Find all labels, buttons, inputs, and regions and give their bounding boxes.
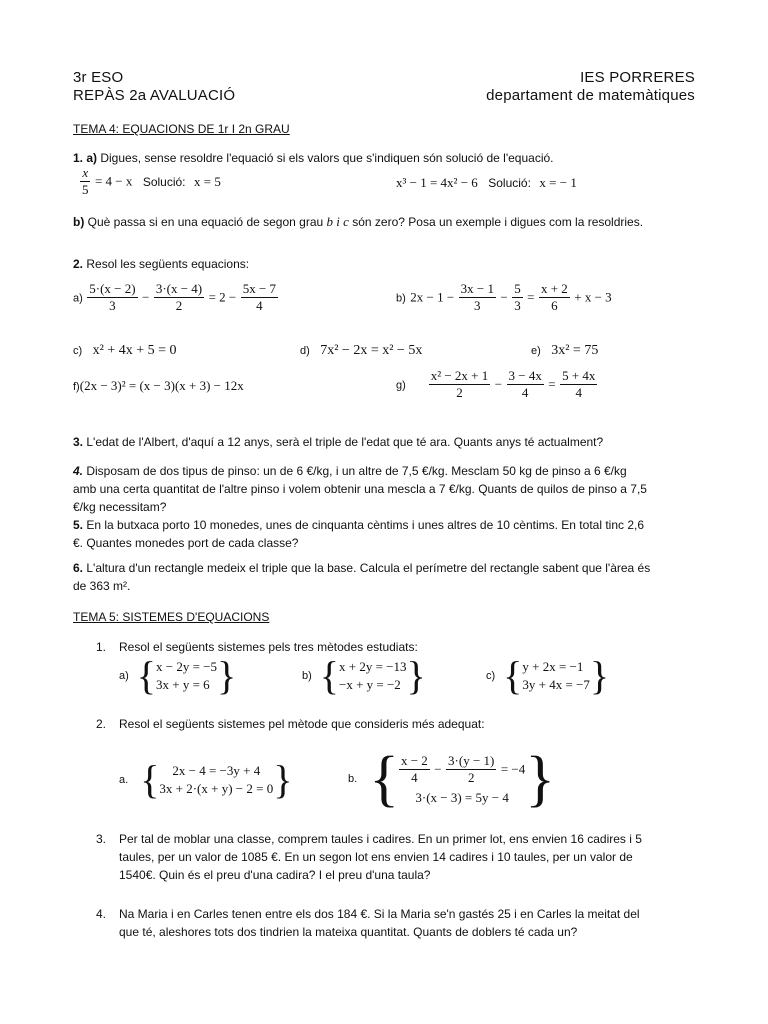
system-line: x − 2y = −5 (155, 659, 217, 674)
course-label: 3r ESO (73, 69, 124, 86)
system-line: y + 2x = −1 (522, 659, 584, 674)
problem-1-number: 1. (96, 640, 107, 654)
question-number: b) (73, 215, 85, 229)
problem-2-number: 2. (96, 717, 107, 731)
system-line: −x + y = −2 (338, 677, 401, 692)
question-4 (73, 462, 647, 516)
equation-1a-left (80, 165, 221, 198)
item-label: d) (300, 345, 310, 357)
item-label: b. (348, 773, 358, 785)
question-text: En la butxaca porto 10 monedes, unes de cinquanta cèntims i unes altres de 10 cèntims. En total tinc 2,6 (83, 518, 645, 532)
system-line: 3x + 2·(x + y) − 2 = 0 (159, 781, 274, 796)
question-text: L'edat de l'Albert, d'aquí a 12 anys, serà el triple de l'edat que té ara. Quants anys té actualment? (83, 435, 604, 449)
problem-2-text: Resol el següents sistemes pel mètode que consideris més adequat: (119, 717, 485, 731)
right-brace: } (406, 653, 426, 698)
left-brace: { (503, 653, 523, 698)
section-title-tema4: TEMA 4: EQUACIONS DE 1r I 2n GRAU (73, 122, 290, 136)
system-line: 3y + 4x = −7 (522, 677, 590, 692)
question-3 (73, 433, 603, 451)
question-text: €. Quantes monedes port de cada classe? (73, 536, 299, 550)
question-number: 1. a) (73, 151, 98, 165)
problem-text: Per tal de moblar una classe, comprem taules i cadires. En un primer lot, ens envien 16 cadires i 5 (119, 832, 642, 846)
right-brace: } (273, 757, 293, 802)
system-1a (119, 653, 237, 698)
question-number: 6. (73, 561, 84, 575)
question-number: 2. (73, 257, 84, 271)
item-label: c) (486, 670, 496, 682)
equation-2a: a) $\frac{5\cdot(x - 2)}{3}$ − $\frac{3\cdot(x - 4)}{2}$ = 2 − $\frac{5x - 7}{4}$ (73, 281, 277, 313)
left-brace: { (136, 653, 156, 698)
equation-text: x² + 4x + 5 = 0 (92, 343, 177, 358)
question-number: 4. (73, 464, 84, 478)
equation-2b: b) 2x − 1 − $\frac{3x - 1}{3}$ − $\frac{5}{3}$ = $\frac{x + 2}{6}$ + x − 3 (396, 281, 612, 313)
document-title: REPÀS 2a AVALUACIÓ (73, 87, 236, 104)
system-1c (486, 653, 610, 698)
system-line: 3x + y = 6 (155, 677, 210, 692)
equation-text: x³ − 1 = 4x² − 6 (396, 175, 478, 190)
item-label: f) (73, 381, 80, 393)
system-2b: b. { $\frac{x - 2}{4}$ − $\frac{3\cdot(y - 1)}{2}$ = −4 3·(x − 3) = 5y − 4 } (348, 745, 556, 813)
equation-2e (531, 341, 598, 359)
solution-label: Solució: (488, 176, 531, 190)
left-brace: { (319, 653, 339, 698)
question-2 (73, 255, 249, 273)
item-label: g) (396, 379, 406, 392)
equation-text: = 4 − x (94, 173, 133, 189)
question-text: Què passa si en una equació de segon grau (84, 215, 327, 229)
question-text: amb una certa quantitat de l'altre pinso i volem obtenir una mescla a 7 €/kg. Quants de quilos de pinso a 7,5 (73, 482, 647, 496)
item-label: c) (73, 345, 83, 357)
question-5 (73, 516, 644, 552)
section-title-tema5: TEMA 5: SISTEMES D'EQUACIONS (73, 610, 270, 624)
solution-value: x = − 1 (539, 175, 577, 190)
system-line: x + 2y = −13 (338, 659, 407, 674)
system-line: 3·(x − 3) = 5y − 4 (415, 789, 509, 805)
left-brace: { (140, 757, 160, 802)
item-label: a. (119, 774, 129, 786)
fraction: $\frac{x}{5}$ (82, 165, 89, 197)
question-number: 5. (73, 518, 84, 532)
problem-4-number: 4. (96, 907, 107, 921)
question-1b (73, 213, 643, 231)
question-text: Disposam de dos tipus de pinso: un de 6 €/kg, i un altre de 7,5 €/kg. Mesclam 50 kg de pinso a 6 €/kg (83, 464, 627, 478)
question-number: 3. (73, 435, 84, 449)
item-label: b) (396, 292, 406, 305)
problem-text: Na Maria i en Carles tenen entre els dos 184 €. Si la Maria se'n gastés 25 i en Carles la meitat del (119, 907, 640, 921)
problem-text: que té, aleshores tots dos tindrien la mateixa quantitat. Quants de doblers té cada un? (119, 925, 578, 939)
department-name: departament de matemàtiques (486, 87, 695, 104)
right-brace: } (525, 745, 556, 813)
item-label: e) (531, 345, 541, 357)
question-text: són zero? Posa un exemple i digues com la resoldries. (348, 215, 644, 229)
solution-value: x = 5 (193, 173, 221, 189)
question-text: L'altura d'un rectangle medeix el triple que la base. Calcula el perímetre del rectangle sabent que l'àrea és (83, 561, 651, 575)
question-6 (73, 559, 650, 595)
item-label: a) (73, 292, 83, 305)
system-line: 2x − 4 = −3y + 4 (172, 763, 261, 778)
left-brace: { (369, 745, 399, 813)
problem-text: 1540€. Quin és el preu d'una cadira? I el preu d'una taula? (119, 868, 431, 882)
question-text: Digues, sense resoldre l'equació si els valors que s'indiquen són solució de l'equació. (97, 151, 554, 165)
right-brace: } (216, 653, 237, 698)
right-brace: } (589, 653, 610, 698)
equation-1a-right (396, 174, 577, 192)
equation-2g: g) $\frac{\text{x² − 2x + 1}}{2}$ − $\frac{3 - 4x}{4}$ = $\frac{5 + 4x}{4}$ (396, 368, 596, 400)
equation-text: (2x − 3)² = (x − 3)(x + 3) − 12x (79, 378, 244, 393)
equation-2c (73, 341, 177, 359)
item-label: a) (119, 670, 129, 682)
equation-2f (73, 377, 244, 395)
question-text: €/kg necessitam? (73, 500, 167, 514)
problem-text: taules, per un valor de 1085 €. En un segon lot ens envien 14 cadires i 10 taules, per un valor de (119, 850, 633, 864)
question-text: de 363 m². (73, 579, 131, 593)
solution-label: Solució: (142, 174, 186, 189)
question-text: Resol les següents equacions: (83, 257, 250, 271)
problem-3-number: 3. (96, 832, 107, 846)
problem-4-text (119, 905, 695, 941)
system-1b (302, 653, 426, 698)
variables: b i c (326, 214, 349, 229)
problem-1-text: Resol el següents sistemes pels tres mètodes estudiats: (119, 640, 418, 654)
equation-text: 3x² = 75 (551, 343, 599, 358)
school-name: IES PORRERES (580, 69, 695, 86)
system-2a (119, 757, 293, 802)
item-label: b) (302, 670, 312, 682)
equation-text: 7x² − 2x = x² − 5x (320, 343, 423, 358)
equation-2d (300, 341, 422, 359)
problem-3-text (119, 830, 695, 884)
